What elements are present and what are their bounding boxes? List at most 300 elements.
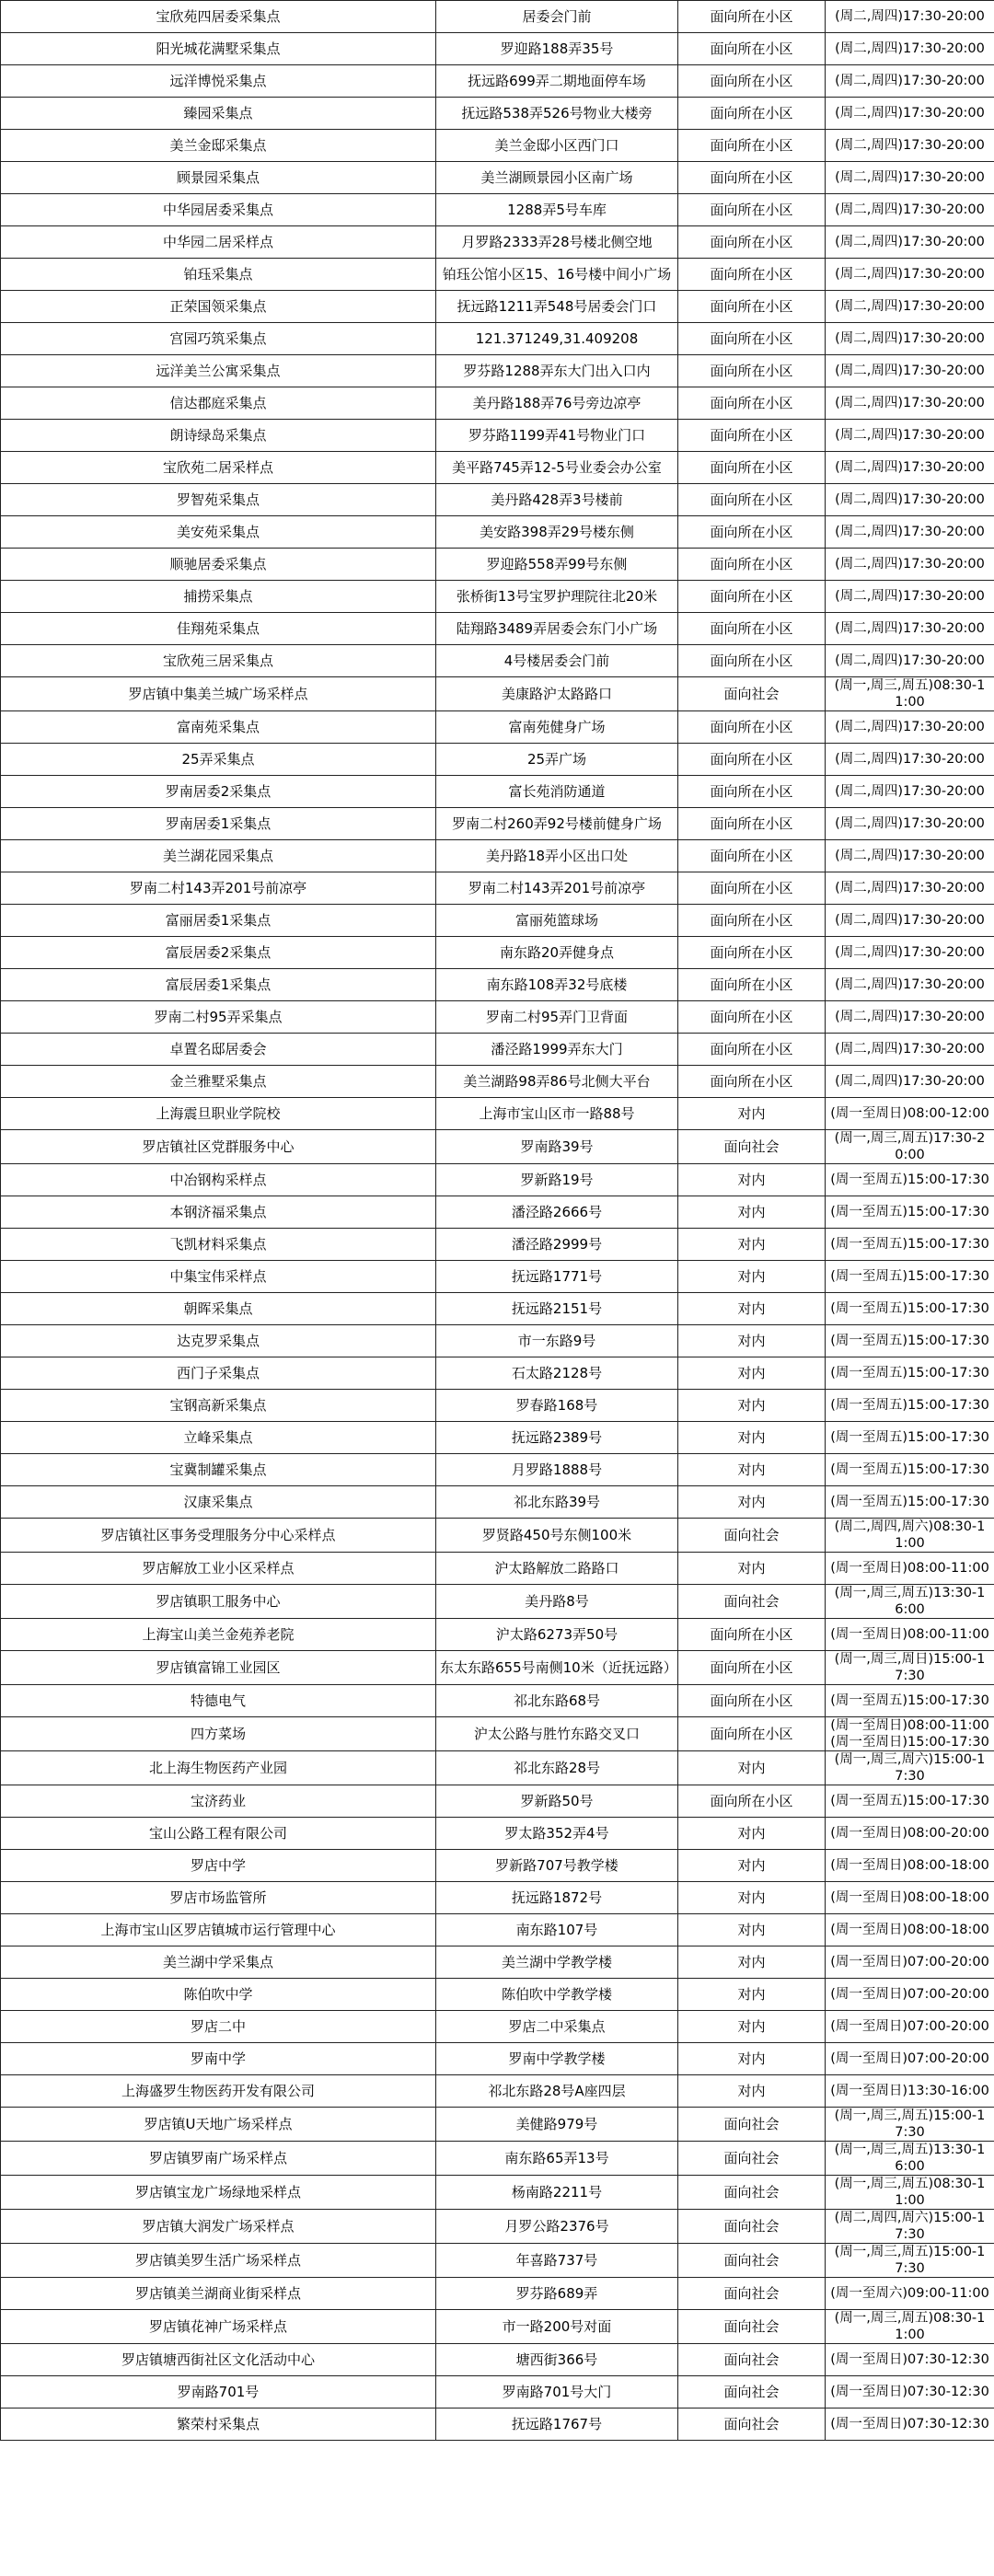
table-row (1, 744, 994, 776)
site-name-cell: 宝欣苑四居委采集点 (1, 1, 436, 33)
site-name-cell: 正荣国领采集点 (1, 291, 436, 323)
time-cell: (周一至周日)08:00-11:00(周一至周日)15:00-17:30 (826, 1717, 994, 1751)
site-name-cell: 宝钢高新采集点 (1, 1390, 436, 1422)
site-name-cell: 宝冀制罐采集点 (1, 1454, 436, 1486)
address-cell: 月罗路1888号 (436, 1454, 678, 1486)
site-name-cell: 罗南二村143弄201号前凉亭 (1, 872, 436, 905)
time-cell: (周二,周四)17:30-20:00 (826, 98, 994, 130)
site-name-cell: 四方菜场 (1, 1717, 436, 1751)
time-cell: (周一至周五)15:00-17:30 (826, 1261, 994, 1293)
site-name-cell: 25弄采集点 (1, 744, 436, 776)
address-cell: 抚远路1771号 (436, 1261, 678, 1293)
time-cell: (周二,周四)17:30-20:00 (826, 1066, 994, 1098)
table-row (1, 2409, 994, 2441)
time-cell: (周二,周四,周六)15:00-17:30 (826, 2210, 994, 2244)
address-cell: 南东路20弄健身点 (436, 937, 678, 969)
site-name-cell: 顾景园采集点 (1, 162, 436, 194)
site-name-cell: 远洋美兰公寓采集点 (1, 355, 436, 387)
time-cell: (周一,周三,周五)08:30-11:00 (826, 2176, 994, 2210)
table-row (1, 2108, 994, 2142)
scope-cell: 对内 (678, 1553, 826, 1585)
address-cell: 南东路65弄13号 (436, 2142, 678, 2176)
address-cell: 市一路200号对面 (436, 2310, 678, 2344)
scope-cell: 对内 (678, 1325, 826, 1357)
site-name-cell: 罗智苑采集点 (1, 484, 436, 516)
table-row (1, 355, 994, 387)
time-cell: (周一至周五)15:00-17:30 (826, 1293, 994, 1325)
address-cell: 沪太路6273弄50号 (436, 1619, 678, 1651)
address-cell: 美安路398弄29号楼东侧 (436, 516, 678, 549)
time-cell: (周一至周日)08:00-18:00 (826, 1850, 994, 1882)
address-cell: 沪太路解放二路路口 (436, 1553, 678, 1585)
address-cell: 121.371249,31.409208 (436, 323, 678, 355)
scope-cell: 面向所在小区 (678, 1001, 826, 1034)
address-cell: 1288弄5号车库 (436, 194, 678, 226)
site-name-cell: 臻园采集点 (1, 98, 436, 130)
table-row (1, 1229, 994, 1261)
time-cell: (周一,周三,周日)15:00-17:30 (826, 1651, 994, 1685)
scope-cell: 对内 (678, 1979, 826, 2011)
time-cell: (周二,周四)17:30-20:00 (826, 65, 994, 98)
address-cell: 罗太路352弄4号 (436, 1818, 678, 1850)
table-row (1, 2376, 994, 2409)
scope-cell: 面向社会 (678, 2376, 826, 2409)
site-name-cell: 上海震旦职业学院校 (1, 1098, 436, 1130)
scope-cell: 对内 (678, 1946, 826, 1979)
time-cell: (周二,周四)17:30-20:00 (826, 937, 994, 969)
site-name-cell: 上海盛罗生物医药开发有限公司 (1, 2075, 436, 2108)
table-row (1, 1454, 994, 1486)
table-row (1, 98, 994, 130)
time-cell: (周二,周四)17:30-20:00 (826, 711, 994, 744)
site-name-cell: 罗南居委1采集点 (1, 808, 436, 840)
time-cell: (周二,周四)17:30-20:00 (826, 259, 994, 291)
scope-cell: 面向所在小区 (678, 905, 826, 937)
address-cell: 美兰湖顾景园小区南广场 (436, 162, 678, 194)
table-row (1, 2244, 994, 2278)
time-cell: (周二,周四)17:30-20:00 (826, 516, 994, 549)
scope-cell: 对内 (678, 1850, 826, 1882)
time-cell: (周一至周日)07:30-12:30 (826, 2409, 994, 2441)
time-cell: (周二,周四)17:30-20:00 (826, 420, 994, 452)
scope-cell: 面向所在小区 (678, 1034, 826, 1066)
address-cell: 抚远路1872号 (436, 1882, 678, 1914)
scope-cell: 对内 (678, 2075, 826, 2108)
address-cell: 年喜路737号 (436, 2244, 678, 2278)
scope-cell: 面向所在小区 (678, 162, 826, 194)
scope-cell: 面向所在小区 (678, 840, 826, 872)
site-name-cell: 宫园巧筑采集点 (1, 323, 436, 355)
scope-cell: 面向所在小区 (678, 130, 826, 162)
site-name-cell: 铂珏采集点 (1, 259, 436, 291)
time-cell: (周一至周日)07:00-20:00 (826, 1979, 994, 2011)
table-row (1, 162, 994, 194)
time-cell: (周二,周四)17:30-20:00 (826, 291, 994, 323)
table-row (1, 1098, 994, 1130)
site-name-cell: 罗店镇花神广场采样点 (1, 2310, 436, 2344)
site-name-cell: 宝山公路工程有限公司 (1, 1818, 436, 1850)
address-cell: 铂珏公馆小区15、16号楼中间小广场 (436, 259, 678, 291)
time-cell: (周一至周日)07:30-12:30 (826, 2344, 994, 2376)
table-row (1, 2310, 994, 2344)
scope-cell: 面向所在小区 (678, 1, 826, 33)
address-cell: 抚远路2151号 (436, 1293, 678, 1325)
site-name-cell: 罗店镇大润发广场采样点 (1, 2210, 436, 2244)
address-cell: 罗新路19号 (436, 1164, 678, 1196)
site-name-cell: 达克罗采集点 (1, 1325, 436, 1357)
table-row (1, 1519, 994, 1553)
table-row (1, 840, 994, 872)
site-name-cell: 美兰湖花园采集点 (1, 840, 436, 872)
scope-cell: 面向社会 (678, 1519, 826, 1553)
address-cell: 居委会门前 (436, 1, 678, 33)
address-cell: 上海市宝山区市一路88号 (436, 1098, 678, 1130)
scope-cell: 面向所在小区 (678, 1651, 826, 1685)
table-row (1, 1390, 994, 1422)
scope-cell: 面向所在小区 (678, 937, 826, 969)
scope-cell: 面向所在小区 (678, 291, 826, 323)
address-cell: 月罗路2333弄28号楼北侧空地 (436, 226, 678, 259)
time-cell: (周二,周四)17:30-20:00 (826, 484, 994, 516)
address-cell: 张桥街13号宝罗护理院往北20米 (436, 581, 678, 613)
address-cell: 罗南二村260弄92号楼前健身广场 (436, 808, 678, 840)
site-name-cell: 罗店市场监管所 (1, 1882, 436, 1914)
address-cell: 罗贤路450号东侧100米 (436, 1519, 678, 1553)
table-row (1, 2011, 994, 2043)
site-name-cell: 上海宝山美兰金苑养老院 (1, 1619, 436, 1651)
time-cell: (周一,周三,周五)13:30-16:00 (826, 1585, 994, 1619)
site-name-cell: 富辰居委1采集点 (1, 969, 436, 1001)
scope-cell: 面向所在小区 (678, 613, 826, 645)
table-row (1, 1164, 994, 1196)
scope-cell: 面向社会 (678, 2210, 826, 2244)
scope-cell: 面向所在小区 (678, 98, 826, 130)
time-cell: (周二,周四)17:30-20:00 (826, 162, 994, 194)
table-row (1, 1914, 994, 1946)
table-row (1, 1357, 994, 1390)
site-name-cell: 北上海生物医药产业园 (1, 1751, 436, 1785)
address-cell: 罗芬路1288弄东大门出入口内 (436, 355, 678, 387)
table-row (1, 1001, 994, 1034)
site-name-cell: 美兰湖中学采集点 (1, 1946, 436, 1979)
address-cell: 抚远路1211弄548号居委会门口 (436, 291, 678, 323)
time-cell: (周一至周五)15:00-17:30 (826, 1164, 994, 1196)
scope-cell: 面向社会 (678, 1585, 826, 1619)
site-name-cell: 富辰居委2采集点 (1, 937, 436, 969)
time-cell: (周二,周四)17:30-20:00 (826, 744, 994, 776)
site-name-cell: 远洋博悦采集点 (1, 65, 436, 98)
site-name-cell: 宝欣苑二居采样点 (1, 452, 436, 484)
address-cell: 抚远路1767号 (436, 2409, 678, 2441)
address-cell: 罗新路50号 (436, 1785, 678, 1818)
address-cell: 罗春路168号 (436, 1390, 678, 1422)
scope-cell: 面向所在小区 (678, 194, 826, 226)
table-row (1, 1, 994, 33)
site-name-cell: 美兰金邸采集点 (1, 130, 436, 162)
scope-cell: 面向所在小区 (678, 33, 826, 65)
scope-cell: 面向所在小区 (678, 1619, 826, 1651)
site-name-cell: 罗店镇社区事务受理服务分中心采样点 (1, 1519, 436, 1553)
address-cell: 富长苑消防通道 (436, 776, 678, 808)
time-cell: (周一至周五)15:00-17:30 (826, 1685, 994, 1717)
address-cell: 祁北东路28号 (436, 1751, 678, 1785)
table-row (1, 291, 994, 323)
site-name-cell: 罗店中学 (1, 1850, 436, 1882)
site-name-cell: 卓置名邸居委会 (1, 1034, 436, 1066)
scope-cell: 面向社会 (678, 677, 826, 711)
address-cell: 市一东路9号 (436, 1325, 678, 1357)
table-row (1, 613, 994, 645)
table-row (1, 130, 994, 162)
address-cell: 罗迎路188弄35号 (436, 33, 678, 65)
address-cell: 祁北东路39号 (436, 1486, 678, 1519)
scope-cell: 面向所在小区 (678, 711, 826, 744)
table-row (1, 1882, 994, 1914)
address-cell: 25弄广场 (436, 744, 678, 776)
table-row (1, 194, 994, 226)
time-cell: (周一至周日)08:00-18:00 (826, 1914, 994, 1946)
table-row (1, 872, 994, 905)
table-row (1, 516, 994, 549)
table-row (1, 645, 994, 677)
scope-cell: 对内 (678, 1357, 826, 1390)
address-cell: 沪太公路与胜竹东路交叉口 (436, 1717, 678, 1751)
table-row (1, 905, 994, 937)
time-cell: (周二,周四)17:30-20:00 (826, 581, 994, 613)
site-name-cell: 罗店镇宝龙广场绿地采样点 (1, 2176, 436, 2210)
time-cell: (周一至周日)07:00-20:00 (826, 2043, 994, 2075)
site-name-cell: 信达郡庭采集点 (1, 387, 436, 420)
site-name-cell: 罗店镇罗南广场采样点 (1, 2142, 436, 2176)
site-name-cell: 朗诗绿岛采集点 (1, 420, 436, 452)
table-row (1, 1619, 994, 1651)
time-cell: (周二,周四)17:30-20:00 (826, 452, 994, 484)
address-cell: 美兰湖路98弄86号北侧大平台 (436, 1066, 678, 1098)
address-cell: 美丹路188弄76号旁边凉亭 (436, 387, 678, 420)
address-cell: 祁北东路68号 (436, 1685, 678, 1717)
address-cell: 南东路107号 (436, 1914, 678, 1946)
site-name-cell: 中华园居委采集点 (1, 194, 436, 226)
table-row (1, 1751, 994, 1785)
time-cell: (周一至周日)08:00-20:00 (826, 1818, 994, 1850)
time-cell: (周一至周五)15:00-17:30 (826, 1325, 994, 1357)
time-cell: (周一至周五)15:00-17:30 (826, 1229, 994, 1261)
time-cell: (周二,周四)17:30-20:00 (826, 872, 994, 905)
table-row (1, 323, 994, 355)
time-cell: (周二,周四)17:30-20:00 (826, 613, 994, 645)
address-cell: 抚远路538弄526号物业大楼旁 (436, 98, 678, 130)
scope-cell: 对内 (678, 1486, 826, 1519)
address-cell: 罗南二村95弄门卫背面 (436, 1001, 678, 1034)
scope-cell: 面向社会 (678, 2344, 826, 2376)
scope-cell: 对内 (678, 1454, 826, 1486)
scope-cell: 对内 (678, 1818, 826, 1850)
scope-cell: 面向社会 (678, 1130, 826, 1164)
address-cell: 美丹路8号 (436, 1585, 678, 1619)
scope-cell: 面向所在小区 (678, 452, 826, 484)
site-name-cell: 汉康采集点 (1, 1486, 436, 1519)
site-name-cell: 罗店镇中集美兰城广场采样点 (1, 677, 436, 711)
scope-cell: 面向所在小区 (678, 969, 826, 1001)
address-cell: 石太路2128号 (436, 1357, 678, 1390)
scope-cell: 面向社会 (678, 2244, 826, 2278)
table-row (1, 1850, 994, 1882)
address-cell: 潘泾路1999弄东大门 (436, 1034, 678, 1066)
scope-cell: 对内 (678, 1261, 826, 1293)
scope-cell: 面向社会 (678, 2108, 826, 2142)
address-cell: 潘泾路2666号 (436, 1196, 678, 1229)
table-row (1, 259, 994, 291)
scope-cell: 面向所在小区 (678, 355, 826, 387)
table-row (1, 2210, 994, 2244)
table-row (1, 677, 994, 711)
table-row (1, 2344, 994, 2376)
site-name-cell: 罗南居委2采集点 (1, 776, 436, 808)
scope-cell: 面向所在小区 (678, 484, 826, 516)
time-cell: (周一至周五)15:00-17:30 (826, 1454, 994, 1486)
time-cell: (周二,周四)17:30-20:00 (826, 194, 994, 226)
time-cell: (周一至周日)07:00-20:00 (826, 1946, 994, 1979)
scope-cell: 面向社会 (678, 2409, 826, 2441)
scope-cell: 面向所在小区 (678, 259, 826, 291)
site-name-cell: 罗店镇社区党群服务中心 (1, 1130, 436, 1164)
table-row (1, 1651, 994, 1685)
table-row (1, 1486, 994, 1519)
site-name-cell: 美安苑采集点 (1, 516, 436, 549)
scope-cell: 对内 (678, 1164, 826, 1196)
site-name-cell: 陈伯吹中学 (1, 1979, 436, 2011)
time-cell: (周二,周四)17:30-20:00 (826, 905, 994, 937)
scope-cell: 对内 (678, 2043, 826, 2075)
address-cell: 潘泾路2999号 (436, 1229, 678, 1261)
site-name-cell: 罗南二村95弄采集点 (1, 1001, 436, 1034)
site-name-cell: 宝济药业 (1, 1785, 436, 1818)
time-cell: (周二,周四)17:30-20:00 (826, 808, 994, 840)
address-cell: 罗南路701号大门 (436, 2376, 678, 2409)
site-name-cell: 罗南路701号 (1, 2376, 436, 2409)
scope-cell: 面向社会 (678, 2310, 826, 2344)
scope-cell: 面向所在小区 (678, 872, 826, 905)
scope-cell: 面向所在小区 (678, 1717, 826, 1751)
scope-cell: 面向社会 (678, 2176, 826, 2210)
address-cell: 罗芬路1199弄41号物业门口 (436, 420, 678, 452)
time-cell: (周二,周四)17:30-20:00 (826, 776, 994, 808)
address-cell: 南东路108弄32号底楼 (436, 969, 678, 1001)
table-row (1, 2278, 994, 2310)
table-row (1, 33, 994, 65)
time-cell: (周二,周四)17:30-20:00 (826, 323, 994, 355)
site-name-cell: 富丽居委1采集点 (1, 905, 436, 937)
time-cell: (周一至周日)08:00-12:00 (826, 1098, 994, 1130)
scope-cell: 对内 (678, 1882, 826, 1914)
address-cell: 陈伯吹中学教学楼 (436, 1979, 678, 2011)
scope-cell: 面向社会 (678, 2142, 826, 2176)
address-cell: 东太东路655号南侧10米（近抚远路） (436, 1651, 678, 1685)
table-row (1, 484, 994, 516)
address-cell: 月罗公路2376号 (436, 2210, 678, 2244)
address-cell: 美健路979号 (436, 2108, 678, 2142)
table-row (1, 1818, 994, 1850)
table-row (1, 1066, 994, 1098)
address-cell: 杨南路2211号 (436, 2176, 678, 2210)
table-row (1, 1785, 994, 1818)
table-row (1, 1717, 994, 1751)
time-cell: (周一至周日)08:00-11:00 (826, 1553, 994, 1585)
scope-cell: 对内 (678, 1098, 826, 1130)
address-cell: 罗迎路558弄99号东侧 (436, 549, 678, 581)
address-cell: 罗南路39号 (436, 1130, 678, 1164)
site-name-cell: 佳翔苑采集点 (1, 613, 436, 645)
scope-cell: 面向所在小区 (678, 549, 826, 581)
time-cell: (周一,周三,周五)13:30-16:00 (826, 2142, 994, 2176)
address-cell: 罗新路707号教学楼 (436, 1850, 678, 1882)
time-cell: (周二,周四)17:30-20:00 (826, 645, 994, 677)
time-cell: (周一,周三,周五)08:30-11:00 (826, 677, 994, 711)
time-cell: (周二,周四)17:30-20:00 (826, 549, 994, 581)
table-row (1, 937, 994, 969)
scope-cell: 对内 (678, 1422, 826, 1454)
address-cell: 陆翔路3489弄居委会东门小广场 (436, 613, 678, 645)
site-name-cell: 中冶钢构采样点 (1, 1164, 436, 1196)
scope-cell: 对内 (678, 1751, 826, 1785)
table-row (1, 452, 994, 484)
time-cell: (周二,周四)17:30-20:00 (826, 1, 994, 33)
address-cell: 抚远路699弄二期地面停车场 (436, 65, 678, 98)
scope-cell: 面向社会 (678, 2278, 826, 2310)
address-cell: 美兰金邸小区西门口 (436, 130, 678, 162)
scope-cell: 面向所在小区 (678, 1685, 826, 1717)
site-name-cell: 罗店镇美兰湖商业街采样点 (1, 2278, 436, 2310)
table-row (1, 1946, 994, 1979)
time-cell: (周二,周四)17:30-20:00 (826, 387, 994, 420)
table-row (1, 226, 994, 259)
table-row (1, 2142, 994, 2176)
scope-cell: 面向所在小区 (678, 516, 826, 549)
time-cell: (周一至周日)07:30-12:30 (826, 2376, 994, 2409)
site-name-cell: 罗店镇U天地广场采样点 (1, 2108, 436, 2142)
address-cell: 罗芬路689弄 (436, 2278, 678, 2310)
time-cell: (周二,周四)17:30-20:00 (826, 969, 994, 1001)
site-name-cell: 立峰采集点 (1, 1422, 436, 1454)
time-cell: (周一至周日)07:00-20:00 (826, 2011, 994, 2043)
table-row (1, 1130, 994, 1164)
site-name-cell: 顺驰居委采集点 (1, 549, 436, 581)
site-name-cell: 罗店镇美罗生活广场采样点 (1, 2244, 436, 2278)
site-name-cell: 罗店镇职工服务中心 (1, 1585, 436, 1619)
site-name-cell: 本钢济福采集点 (1, 1196, 436, 1229)
table-row (1, 808, 994, 840)
site-name-cell: 宝欣苑三居采集点 (1, 645, 436, 677)
time-cell: (周二,周四)17:30-20:00 (826, 840, 994, 872)
time-cell: (周一至周五)15:00-17:30 (826, 1357, 994, 1390)
address-cell: 罗南中学教学楼 (436, 2043, 678, 2075)
scope-cell: 面向所在小区 (678, 65, 826, 98)
table-row (1, 2075, 994, 2108)
site-name-cell: 罗店镇富锦工业园区 (1, 1651, 436, 1685)
table-row (1, 776, 994, 808)
site-name-cell: 罗店镇塘西街社区文化活动中心 (1, 2344, 436, 2376)
time-cell: (周一至周日)08:00-18:00 (826, 1882, 994, 1914)
table-row (1, 1553, 994, 1585)
table-row (1, 2176, 994, 2210)
scope-cell: 面向所在小区 (678, 387, 826, 420)
address-cell: 美康路沪太路路口 (436, 677, 678, 711)
address-cell: 美兰湖中学教学楼 (436, 1946, 678, 1979)
scope-cell: 对内 (678, 1293, 826, 1325)
time-cell: (周二,周四)17:30-20:00 (826, 33, 994, 65)
table-row (1, 1034, 994, 1066)
table-row (1, 1979, 994, 2011)
